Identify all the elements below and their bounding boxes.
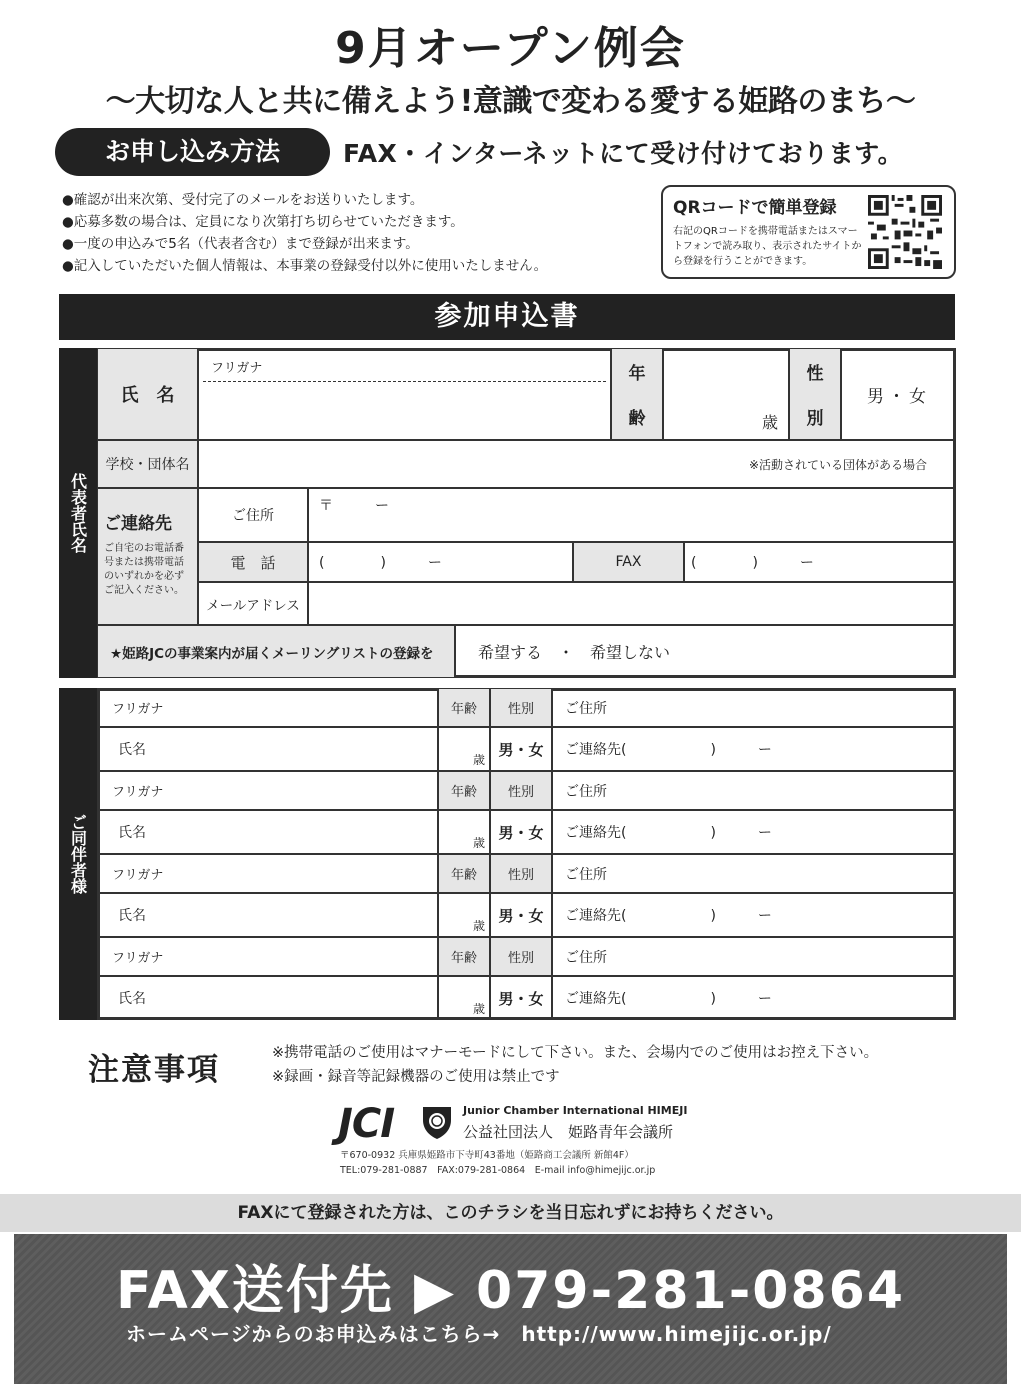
- companion-name[interactable]: 氏名: [97, 810, 438, 854]
- furigana-divider: [103, 727, 433, 728]
- companion-contact[interactable]: ご連絡先( ) ー: [552, 810, 956, 854]
- postal-mark: 〒 ー: [319, 498, 389, 514]
- school-field[interactable]: [198, 440, 956, 488]
- address-label: ご住所: [198, 488, 308, 542]
- org-name-en: Junior Chamber International HIMEJI: [463, 1104, 688, 1117]
- contact-label: ご連絡先: [104, 514, 172, 534]
- companion-age-field[interactable]: 歳: [438, 976, 490, 1020]
- qr-box: [661, 185, 956, 279]
- mailing-list-options[interactable]: 希望する ・ 希望しない: [455, 625, 956, 678]
- companion-contact[interactable]: ご連絡先( ) ー: [552, 727, 956, 771]
- fax-label: FAX: [573, 542, 684, 582]
- companion-furigana[interactable]: フリガナ: [97, 854, 438, 893]
- companion-sex-options[interactable]: 男・女: [490, 893, 552, 937]
- mail-label: メールアドレス: [198, 582, 308, 625]
- companion-age-field[interactable]: 歳: [438, 727, 490, 771]
- note-item: ●一度の申込みで5名（代表者含む）まで登録が出来ます。: [62, 236, 419, 252]
- rep-side-label: 代表者氏名: [59, 348, 97, 678]
- companion-address[interactable]: ご住所: [552, 771, 956, 810]
- companion-sex-options[interactable]: 男・女: [490, 976, 552, 1020]
- phone-field[interactable]: ( ) ー: [308, 542, 573, 582]
- fax-number: FAX送付先 ▶ 079-281-0864: [115, 1261, 906, 1321]
- companion-age-label: 年齢: [438, 771, 490, 810]
- rep-sex-label: 性 別: [789, 348, 841, 440]
- mail-field[interactable]: [308, 582, 956, 625]
- org-address: 〒670-0932 兵庫県姫路市下寺町43番地（姫路商工会議所 新館4F） TEL:079-281-0887 FAX:079-281-0864 E-mail info@himejijc.or.jp: [340, 1150, 656, 1176]
- age-unit: 歳: [761, 413, 778, 432]
- qr-title: QRコードで簡単登録: [673, 198, 837, 218]
- mailing-list-label: ★姫路JCの事業案内が届くメーリングリストの登録を: [97, 625, 455, 678]
- note-item: ●確認が出来次第、受付完了のメールをお送りいたします。: [62, 192, 424, 208]
- caution-line: ※携帯電話のご使用はマナーモードにして下さい。また、会場内でのご使用はお控え下さい。: [272, 1045, 879, 1061]
- rep-age-label: 年 齢: [611, 348, 663, 440]
- rep-name-label: 氏 名: [97, 348, 198, 440]
- companion-furigana[interactable]: フリガナ: [97, 771, 438, 810]
- org-name-jp: 公益社団法人 姫路青年会議所: [463, 1123, 674, 1141]
- companion-sex-options[interactable]: 男・女: [490, 727, 552, 771]
- furigana-divider: [103, 893, 433, 894]
- companion-sex-label: 性別: [490, 854, 552, 893]
- furigana-divider: [103, 810, 433, 811]
- furigana-label: フリガナ: [211, 361, 263, 376]
- note-item: ●応募多数の場合は、定員になり次第打ち切らせていただきます。: [62, 214, 464, 230]
- companion-name[interactable]: 氏名: [97, 893, 438, 937]
- phone-label: 電 話: [198, 542, 308, 582]
- furigana-divider: [103, 976, 433, 977]
- caution-line: ※録画・録音等記録機器のご使用は禁止です: [272, 1069, 560, 1085]
- companion-sex-label: 性別: [490, 937, 552, 976]
- companion-address[interactable]: ご住所: [552, 688, 956, 727]
- apply-method-text: FAX・インターネットにて受け付けております。: [343, 139, 904, 168]
- address-field[interactable]: [308, 488, 956, 542]
- companion-age-label: 年齢: [438, 937, 490, 976]
- apply-method-badge: お申し込み方法: [55, 128, 330, 176]
- rep-name-field[interactable]: [198, 348, 611, 440]
- companion-sex-label: 性別: [490, 771, 552, 810]
- companion-sex-label: 性別: [490, 688, 552, 727]
- page-title: 9月オープン例会: [335, 23, 686, 74]
- companion-age-label: 年齢: [438, 854, 490, 893]
- caution-heading: 注意事項: [88, 1052, 220, 1088]
- jci-logo: JCI: [338, 1101, 395, 1147]
- qr-code-icon[interactable]: [868, 195, 942, 269]
- companion-name[interactable]: 氏名: [97, 976, 438, 1020]
- companion-furigana[interactable]: フリガナ: [97, 688, 438, 727]
- school-note: ※活動されている団体がある場合: [748, 457, 927, 472]
- qr-description: 右記のQRコードを携帯電話またはスマートフォンで読み取り、表示されたサイトから登録を行うことができます。: [673, 226, 862, 267]
- page-subtitle: ～大切な人と共に備えよう!意識で変わる愛する姫路のまち～: [105, 84, 916, 119]
- companion-address[interactable]: ご住所: [552, 854, 956, 893]
- caution-text: [272, 1041, 878, 1089]
- school-label: 学校・団体名: [97, 440, 198, 488]
- companion-age-field[interactable]: 歳: [438, 810, 490, 854]
- companion-sex-options[interactable]: 男・女: [490, 810, 552, 854]
- note-item: ●記入していただいた個人情報は、本事業の登録受付以外に使用いたしません。: [62, 258, 548, 274]
- website-link[interactable]: ホームページからのお申込みはこちら→ http://www.himejijc.or.jp/: [126, 1322, 832, 1346]
- companion-age-field[interactable]: 歳: [438, 893, 490, 937]
- reminder-bar: FAXにて登録された方は、このチラシを当日忘れずにお持ちください。: [0, 1194, 1021, 1232]
- fax-field[interactable]: ( ) ー: [684, 542, 956, 582]
- companion-furigana[interactable]: フリガナ: [97, 937, 438, 976]
- companion-address[interactable]: ご住所: [552, 937, 956, 976]
- companion-contact[interactable]: ご連絡先( ) ー: [552, 976, 956, 1020]
- companion-age-label: 年齢: [438, 688, 490, 727]
- form-title-bar: 参加申込書: [59, 294, 955, 340]
- rep-sex-options[interactable]: 男・女: [841, 348, 956, 440]
- contact-label-cell: [97, 488, 198, 625]
- companion-name[interactable]: 氏名: [97, 727, 438, 771]
- furigana-divider: [203, 381, 606, 382]
- notes-list: [62, 189, 547, 277]
- companion-contact[interactable]: ご連絡先( ) ー: [552, 893, 956, 937]
- jci-emblem-icon: [420, 1104, 454, 1140]
- companion-side-label: ご同伴者様: [59, 688, 97, 1020]
- rep-age-field[interactable]: [663, 348, 789, 440]
- fax-banner: [14, 1234, 1007, 1384]
- contact-note: ご自宅のお電話番号または携帯電話のいずれかを必ずご記入ください。: [104, 543, 184, 596]
